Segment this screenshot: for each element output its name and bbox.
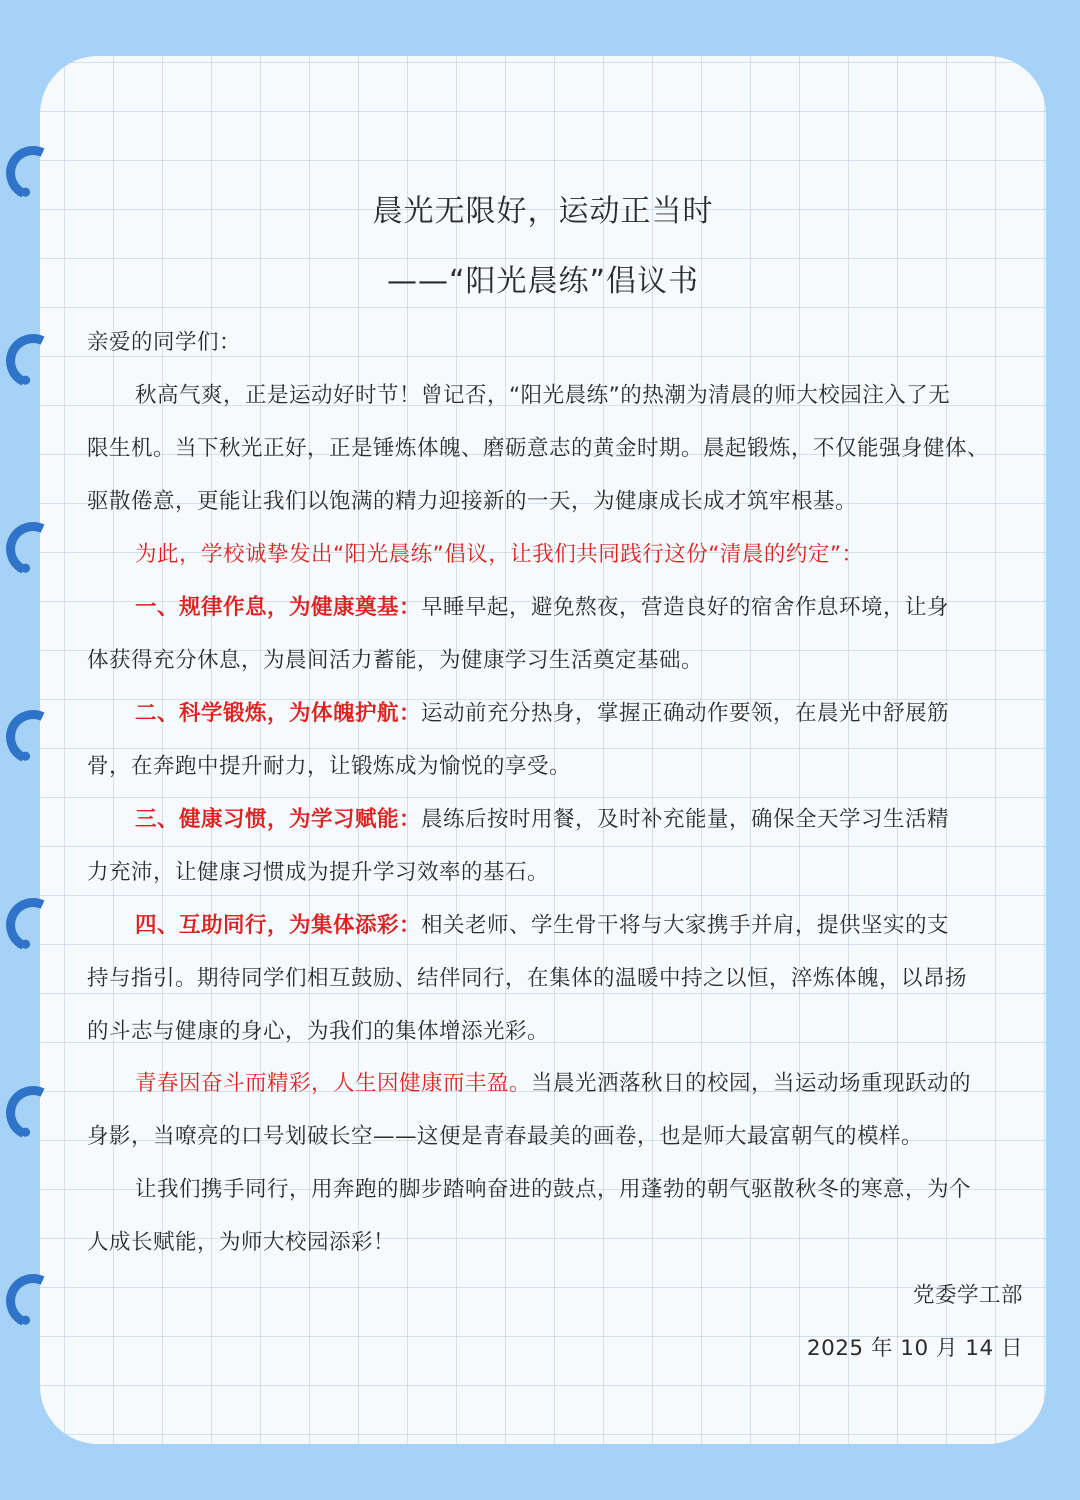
paragraph-line: 秋高气爽，正是运动好时节！曾记否，“阳光晨练”的热潮为清晨的师大校园注入了无: [135, 383, 951, 408]
greeting: 亲爱的同学们：: [87, 330, 242, 355]
highlight-text: 青春因奋斗而精彩，人生因健康而丰盈。: [135, 1071, 532, 1096]
paragraph-line: 力充沛，让健康习惯成为提升学习效率的基石。: [87, 860, 550, 885]
closing-paragraph: [135, 1066, 1023, 1097]
item-text: 运动前充分热身，掌握正确动作要领，在晨光中舒展筋: [421, 701, 950, 726]
paragraph-text: 当晨光洒落秋日的校园，当运动场重现跃动的: [531, 1071, 972, 1096]
paragraph-line: 的斗志与健康的身心，为我们的集体增添光彩。: [87, 1019, 550, 1044]
item-text: 晨练后按时用餐，及时补充能量，确保全天学习生活精: [421, 807, 950, 832]
item-4: [135, 908, 1023, 939]
item-heading: 二、科学锻炼，为体魄护航：: [135, 701, 422, 726]
paragraph-line: 持与指引。期待同学们相互鼓励、结伴同行，在集体的温暖中持之以恒，淬炼体魄，以昂扬: [87, 966, 968, 991]
paragraph-line: 驱散倦意，更能让我们以饱满的精力迎接新的一天，为健康成长成才筑牢根基。: [87, 489, 858, 514]
paragraph-line: 身影，当嘹亮的口号划破长空——这便是青春最美的画卷，也是师大最富朝气的模样。: [87, 1124, 924, 1149]
paragraph-line: 让我们携手同行，用奔跑的脚步踏响奋进的鼓点，用蓬勃的朝气驱散秋冬的寒意，为个: [135, 1177, 972, 1202]
paragraph-line: 骨，在奔跑中提升耐力，让锻炼成为愉悦的享受。: [87, 754, 572, 779]
item-text: 相关老师、学生骨干将与大家携手并肩，提供坚实的支: [421, 913, 950, 938]
paragraph-line: 体获得充分休息，为晨间活力蓄能，为健康学习生活奠定基础。: [87, 648, 704, 673]
signature-date: 2025 年 10 月 14 日: [806, 1336, 1023, 1361]
item-2: [135, 696, 1023, 727]
paragraph-line: 人成长赋能，为师大校园添彩！: [87, 1230, 396, 1255]
signature-org: 党委学工部: [912, 1283, 1023, 1308]
paragraph-line: 限生机。当下秋光正好，正是锤炼体魄、磨砺意志的黄金时期。晨起锻炼，不仅能强身健体、: [87, 436, 990, 461]
item-text: 早睡早起，避免熬夜，营造良好的宿舍作息环境，让身: [421, 595, 950, 620]
item-heading: 三、健康习惯，为学习赋能：: [135, 807, 422, 832]
document-title: 晨光无限好，运动正当时: [372, 194, 714, 229]
call-to-action: 为此，学校诚挚发出“阳光晨练”倡议，让我们共同践行这份“清晨的约定”：: [135, 542, 864, 567]
document-subtitle: ——“阳光晨练”倡议书: [386, 264, 700, 299]
item-3: [135, 802, 1023, 833]
item-heading: 一、规律作息，为健康奠基：: [135, 595, 422, 620]
item-heading: 四、互助同行，为集体添彩：: [135, 913, 422, 938]
item-1: [135, 590, 1023, 621]
